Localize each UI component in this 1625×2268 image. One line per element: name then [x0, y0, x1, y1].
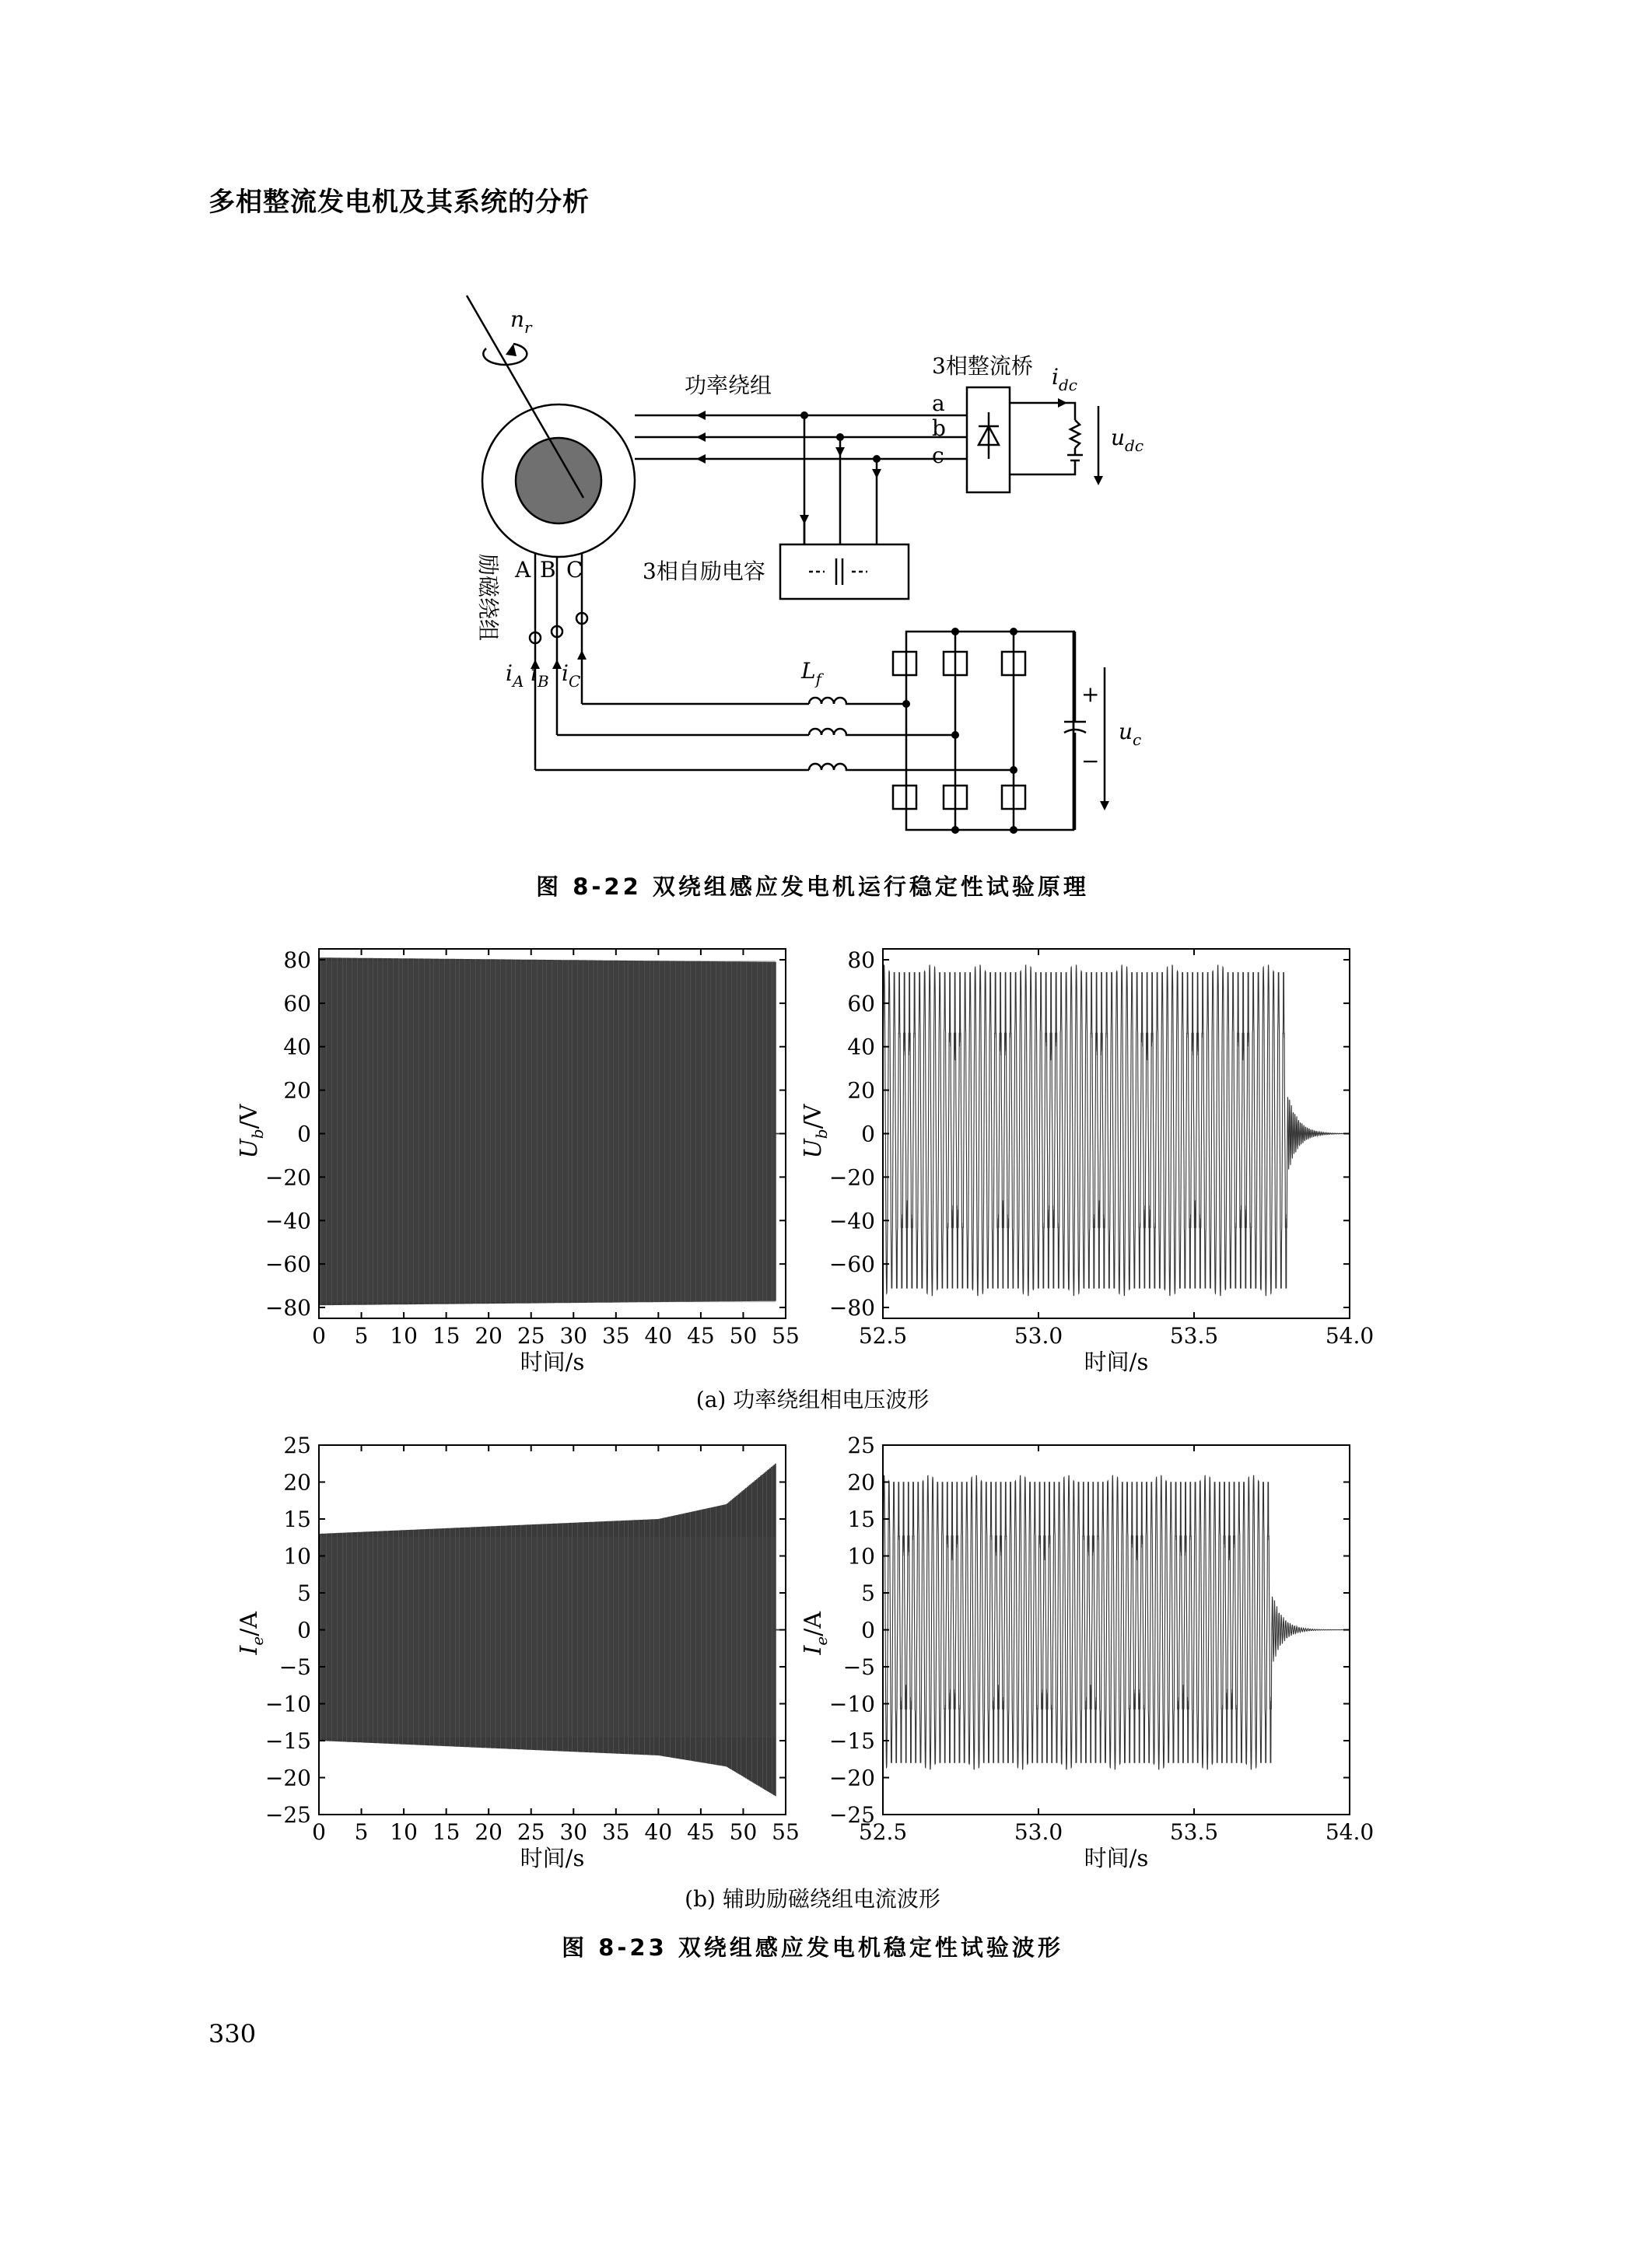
- y-tick-label: 15: [283, 1507, 311, 1532]
- y-tick-label: −40: [264, 1208, 311, 1234]
- y-tick-label: −25: [828, 1802, 875, 1828]
- x-tick-label: 50: [729, 1323, 758, 1349]
- y-axis-label: $I_e/A$: [800, 1612, 831, 1655]
- x-tick-label: 10: [390, 1323, 418, 1349]
- y-tick-label: 40: [847, 1034, 875, 1060]
- x-axis-label: 时间/s: [520, 1845, 585, 1871]
- y-tick-label: 0: [297, 1617, 311, 1643]
- y-tick-label: 20: [283, 1077, 311, 1104]
- x-tick-label: 0: [312, 1323, 326, 1349]
- y-tick-label: 0: [861, 1121, 875, 1147]
- y-tick-label: 40: [283, 1034, 311, 1060]
- y-tick-label: 10: [283, 1543, 311, 1570]
- label-minus: −: [1081, 748, 1100, 774]
- x-tick-label: 50: [729, 1819, 758, 1845]
- y-tick-label: 20: [847, 1077, 875, 1104]
- label-b: b: [932, 415, 946, 441]
- y-tick-label: −20: [828, 1164, 875, 1191]
- x-tick-label: 35: [601, 1819, 630, 1845]
- x-tick-label: 40: [644, 1323, 673, 1349]
- chart-b-right: [800, 1433, 1374, 1871]
- label-uc-sub: c: [1133, 730, 1142, 749]
- label-nr-sub: r: [524, 318, 532, 337]
- label-c: c: [932, 443, 944, 468]
- x-tick-label: 5: [354, 1819, 369, 1845]
- subcaption-a: (a) 功率绕组相电压波形: [695, 1387, 930, 1412]
- y-tick-label: 60: [847, 990, 875, 1017]
- x-axis-label: 时间/s: [520, 1349, 585, 1375]
- y-tick-label: 60: [283, 990, 311, 1017]
- x-tick-label: 52.5: [858, 1323, 908, 1349]
- x-tick-label: 40: [644, 1819, 673, 1845]
- x-axis-label: 时间/s: [1084, 1845, 1149, 1871]
- x-tick-label: 52.5: [858, 1819, 908, 1845]
- y-tick-label: −10: [264, 1691, 311, 1717]
- y-tick-label: 5: [861, 1580, 875, 1606]
- chart-b-left: [236, 1433, 800, 1871]
- x-tick-label: 35: [601, 1323, 630, 1349]
- x-tick-label: 53.5: [1169, 1819, 1219, 1845]
- x-tick-label: 53.0: [1014, 1323, 1063, 1349]
- page-number: 330: [208, 2019, 257, 2049]
- x-tick-label: 15: [432, 1323, 461, 1349]
- label-iA: i: [506, 660, 513, 686]
- y-tick-label: 20: [283, 1469, 311, 1496]
- x-tick-label: 54.0: [1325, 1323, 1375, 1349]
- subcaption-b: (b) 辅助励磁绕组电流波形: [685, 1886, 940, 1912]
- label-Lf-sub: f: [815, 670, 821, 688]
- label-iC-sub: C: [568, 672, 581, 691]
- y-tick-label: −60: [264, 1251, 311, 1278]
- waveform-fill-b-left: [319, 1537, 776, 1738]
- y-tick-label: 20: [847, 1469, 875, 1496]
- label-nr: n: [510, 306, 525, 332]
- label-idc: i: [1052, 364, 1059, 390]
- y-tick-label: −5: [842, 1654, 875, 1680]
- x-tick-label: 10: [390, 1819, 418, 1845]
- y-tick-label: 10: [847, 1543, 875, 1570]
- y-tick-label: 0: [861, 1617, 875, 1643]
- label-uc: u: [1119, 719, 1133, 744]
- y-tick-label: −80: [264, 1295, 311, 1321]
- waveform-b-right: [883, 1475, 1350, 1769]
- x-tick-label: 25: [517, 1323, 545, 1349]
- y-tick-label: −40: [828, 1208, 875, 1234]
- y-tick-label: 80: [283, 947, 311, 973]
- y-tick-label: 25: [283, 1433, 311, 1458]
- y-tick-label: −60: [828, 1251, 875, 1278]
- label-B: B: [540, 557, 556, 583]
- x-tick-label: 30: [559, 1323, 588, 1349]
- y-tick-label: −10: [828, 1691, 875, 1717]
- running-header: 多相整流发电机及其系统的分析: [208, 187, 590, 218]
- label-idc-sub: dc: [1058, 376, 1077, 394]
- label-Lf: L: [801, 658, 816, 684]
- y-tick-label: −80: [828, 1295, 875, 1321]
- y-tick-label: 80: [847, 947, 875, 973]
- x-tick-label: 15: [432, 1819, 461, 1845]
- x-tick-label: 55: [772, 1323, 800, 1349]
- label-plus: +: [1081, 681, 1100, 707]
- x-tick-label: 45: [687, 1323, 715, 1349]
- y-tick-label: 15: [847, 1507, 875, 1532]
- x-tick-label: 30: [559, 1819, 588, 1845]
- y-tick-label: −20: [828, 1765, 875, 1791]
- x-tick-label: 20: [475, 1323, 503, 1349]
- label-udc: u: [1111, 425, 1126, 450]
- chart-a-left: [236, 947, 800, 1375]
- y-tick-label: 0: [297, 1121, 311, 1147]
- y-tick-label: −15: [828, 1728, 875, 1754]
- label-A: A: [515, 557, 531, 583]
- x-tick-label: 54.0: [1325, 1819, 1375, 1845]
- label-iB: i: [531, 660, 538, 686]
- x-tick-label: 20: [475, 1819, 503, 1845]
- y-tick-label: −20: [264, 1765, 311, 1791]
- y-tick-label: 5: [297, 1580, 311, 1606]
- label-C: C: [566, 557, 583, 583]
- x-tick-label: 55: [772, 1819, 800, 1845]
- y-axis-label: $U_b/V$: [236, 1104, 267, 1159]
- x-tick-label: 0: [312, 1819, 326, 1845]
- label-udc-sub: dc: [1125, 436, 1144, 455]
- x-tick-label: 53.0: [1014, 1819, 1063, 1845]
- x-tick-label: 25: [517, 1819, 545, 1845]
- figure-caption-8-22: 图 8-22 双绕组感应发电机运行稳定性试验原理: [536, 873, 1089, 900]
- label-iB-sub: B: [537, 672, 549, 691]
- x-tick-label: 45: [687, 1819, 715, 1845]
- y-tick-label: −20: [264, 1164, 311, 1191]
- y-tick-label: −5: [278, 1654, 311, 1680]
- chart-a-right: [800, 947, 1374, 1375]
- x-tick-label: 5: [354, 1323, 369, 1349]
- y-tick-label: 25: [847, 1433, 875, 1458]
- y-tick-label: −25: [264, 1802, 311, 1828]
- y-tick-label: −15: [264, 1728, 311, 1754]
- label-a: a: [932, 390, 945, 416]
- waveform-a-right: [883, 965, 1350, 1296]
- label-capacitor: 3相自励电容: [643, 558, 765, 584]
- label-iC: i: [562, 660, 569, 686]
- y-axis-label: $U_b/V$: [800, 1104, 831, 1159]
- x-axis-label: 时间/s: [1084, 1349, 1149, 1375]
- figure-caption-8-23: 图 8-23 双绕组感应发电机稳定性试验波形: [562, 1934, 1063, 1961]
- label-iA-sub: A: [512, 672, 524, 691]
- waveform-fill-a-left: [319, 961, 776, 1302]
- label-power-winding: 功率绕组: [685, 373, 772, 398]
- label-rectifier: 3相整流桥: [932, 353, 1033, 379]
- label-excitation-winding: 励磁绕组: [475, 554, 501, 642]
- x-tick-label: 53.5: [1169, 1323, 1219, 1349]
- y-axis-label: $I_e/A$: [236, 1612, 267, 1655]
